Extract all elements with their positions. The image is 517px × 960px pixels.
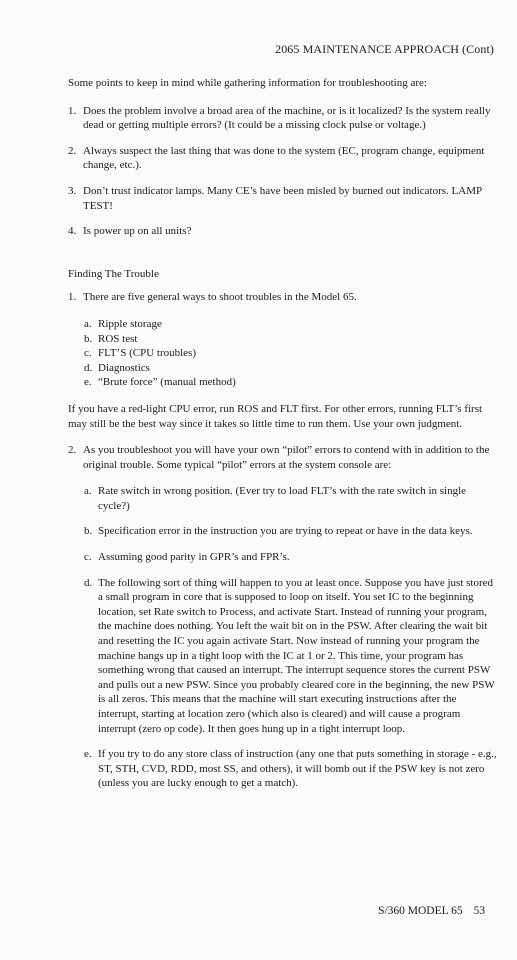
- sub-text: Rate switch in wrong position. (Ever try to load FLT’s with the rate switch in single cycle?): [98, 485, 467, 512]
- list-item: [68, 104, 498, 133]
- sub-letter: d.: [84, 361, 93, 374]
- sub-item: [84, 550, 498, 565]
- item-text: Always suspect the last thing that was done to the system (EC, program change, equipment change, etc.).: [83, 144, 485, 172]
- page-content: [68, 76, 498, 802]
- sub-letter: c.: [84, 551, 92, 564]
- sub-item: [84, 747, 498, 791]
- sub-text: Specification error in the instruction you are trying to repeat or have in the data keys.: [98, 525, 473, 538]
- item-number: 2.: [68, 444, 77, 457]
- sub-item: [84, 361, 498, 376]
- item-text: Is power up on all units?: [83, 225, 192, 238]
- methods-sublist: [68, 317, 498, 390]
- item-number: 2.: [68, 144, 77, 157]
- item-text: As you troubleshoot you will have your own “pilot” errors to contend with in addition to the original trouble. Some typical “pilot” errors at the system console are:: [83, 444, 490, 471]
- item-number: 4.: [68, 225, 77, 238]
- sub-text: ROS test: [98, 332, 138, 345]
- footer-label: S/360 MODEL 65: [378, 905, 463, 917]
- page-number: 53: [473, 905, 485, 917]
- sub-text: FLT’S (CPU troubles): [98, 347, 196, 360]
- sub-item: [84, 332, 498, 347]
- points-list: [68, 104, 498, 239]
- sub-item: [84, 346, 498, 361]
- sub-text: Ripple storage: [98, 317, 162, 330]
- sub-letter: b.: [84, 332, 93, 345]
- page-footer: [378, 905, 485, 917]
- sub-item: [84, 484, 498, 513]
- sub-letter: e.: [84, 376, 92, 389]
- sub-letter: b.: [84, 525, 93, 538]
- section-title: Finding The Trouble: [68, 267, 159, 280]
- sub-text: If you try to do any store class of instruction (any one that puts something in storage - e.g., ST, STH, CVD, RDD, most SS, and others), it will bomb out if the PSW key is not zero (unless you are lucky enough to get a match).: [98, 748, 497, 790]
- sub-letter: d.: [84, 576, 93, 589]
- sub-letter: e.: [84, 748, 92, 761]
- list-item: [68, 290, 498, 305]
- list-item: [68, 184, 498, 213]
- intro-text: Some points to keep in mind while gathering information for troubleshooting are:: [68, 77, 427, 89]
- sub-letter: c.: [84, 347, 92, 360]
- sub-item: [84, 317, 498, 332]
- sub-text: “Brute force” (manual method): [98, 376, 236, 389]
- pilot-errors-sublist: [68, 484, 498, 791]
- list-item: [68, 224, 498, 239]
- sub-item: [84, 576, 498, 737]
- sub-text: Diagnostics: [98, 361, 150, 374]
- item-number: 3.: [68, 184, 77, 197]
- body-paragraph: If you have a red-light CPU error, run ROS and FLT first. For other errors, running FLT’s first may still be the best way since it takes so little time to run them. Use your own judgment.: [68, 402, 483, 430]
- sub-letter: a.: [84, 317, 92, 330]
- sub-item: [84, 524, 498, 539]
- page-header: 2065 MAINTENANCE APPROACH (Cont): [275, 42, 494, 56]
- item-number: 1.: [68, 104, 77, 117]
- item-text: There are five general ways to shoot troubles in the Model 65.: [83, 291, 357, 304]
- sub-letter: a.: [84, 485, 92, 498]
- item-number: 1.: [68, 291, 77, 304]
- item-text: Don’t trust indicator lamps. Many CE’s have been misled by burned out indicators. LAMP TEST!: [83, 184, 482, 212]
- sub-text: Assuming good parity in GPR’s and FPR’s.: [98, 551, 290, 564]
- list-item: [68, 144, 498, 173]
- sub-item: [84, 375, 498, 390]
- item-text: Does the problem involve a broad area of the machine, or is it localized? Is the system really dead or getting multiple errors? (It could be a missing clock pulse or voltage.): [83, 104, 491, 132]
- list-item: [68, 443, 498, 472]
- sub-text: The following sort of thing will happen to you at least once. Suppose you have just stored a small program in core that is supposed to loop on itself. You set IC to the beginning location, set Rate switch to Process, and activate Start. Instead of running your program, the machine does nothing. You left the wait bit on in the PSW. After clearing the wait bit and resetting the IC you again activate Start. Now instead of running your program the machine hangs up in a tight loop with the IC at 1 or 2. This time, your program has something wrong that caused an interrupt. The interrupt sequence stores the current PSW and pulls out a new PSW. Since you probably cleared core in the beginning, the new PSW is all zeros. This means that the machine will start executing instructions after the interrupt, starting at location zero (which also is cleared) and will cause a program interrupt (zero op code). It then goes hung up in a tight interrupt loop.: [98, 576, 495, 735]
